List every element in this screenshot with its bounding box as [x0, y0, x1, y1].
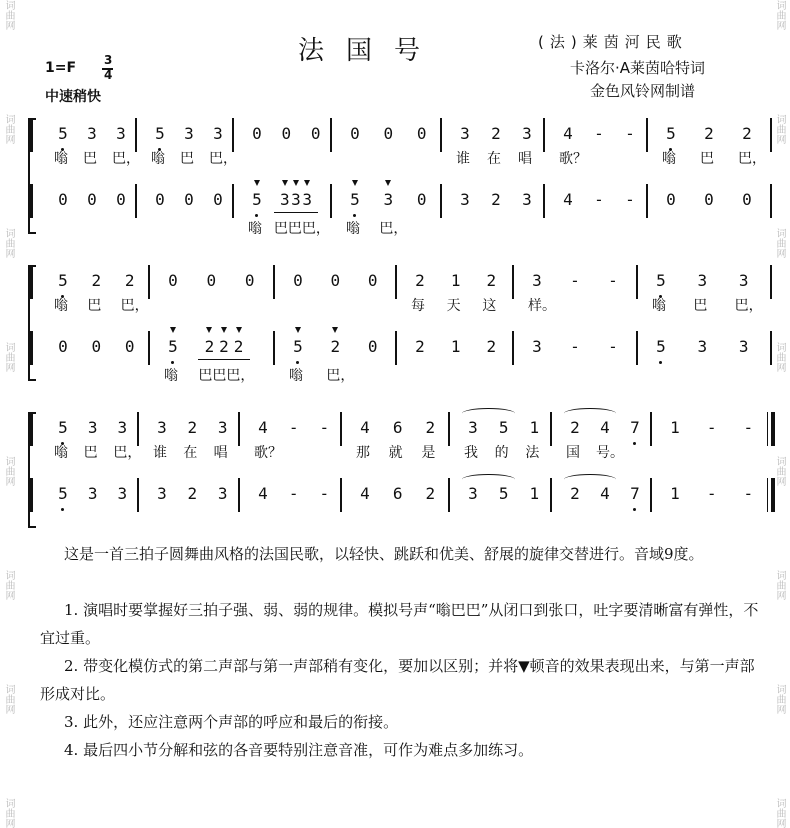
low-octave-dot: [296, 361, 299, 364]
time-signature-numerator: 3: [104, 53, 113, 67]
lyric-syllable: 嗡: [54, 151, 68, 167]
note: 2: [91, 271, 102, 290]
note: 0: [87, 190, 97, 209]
lyric-syllable: 是: [421, 445, 436, 461]
note: 2: [486, 337, 497, 356]
note: 5: [666, 124, 676, 143]
lyric-syllable: 嗡: [54, 298, 68, 314]
barline: [636, 331, 638, 365]
barline: [646, 184, 648, 218]
lyric-syllable: 巴，: [209, 151, 237, 167]
staccato-mark: [254, 180, 260, 186]
note: 0: [206, 271, 217, 290]
lyric-syllable: 嗡: [164, 368, 178, 384]
note: 0: [184, 190, 194, 209]
note: 1: [670, 484, 680, 503]
note: 7: [630, 418, 640, 437]
staccato-mark: [385, 180, 391, 186]
low-octave-dot: [255, 214, 258, 217]
note: -: [706, 418, 717, 437]
note: -: [288, 484, 299, 503]
note: 0: [416, 190, 427, 209]
note: -: [743, 418, 754, 437]
note: 2: [219, 337, 229, 356]
watermark-text: 词曲网: [3, 114, 14, 144]
watermark-text: 词曲网: [774, 114, 785, 144]
note: 0: [168, 271, 178, 290]
lyric-syllable: 巴，: [738, 151, 766, 167]
note: 5: [252, 190, 262, 209]
note: -: [608, 271, 618, 290]
barline: [135, 118, 137, 152]
lyric-syllable: 巴: [83, 445, 98, 461]
barline: [550, 412, 552, 446]
lyric-syllable: 我: [464, 445, 478, 461]
low-octave-dot: [633, 508, 636, 511]
note: 4: [600, 418, 610, 437]
lyric-syllable: 歌？: [559, 151, 587, 167]
barline: [770, 331, 772, 365]
lyric-syllable: 每: [411, 298, 425, 314]
watermark-text: 词曲网: [774, 0, 785, 30]
slur: [462, 408, 515, 419]
lyric-syllable: 巴巴巴，: [273, 221, 330, 237]
staff-upper: [30, 412, 770, 446]
note: 2: [330, 337, 341, 356]
note: 2: [570, 484, 580, 503]
barline: [448, 412, 450, 446]
note: 2: [704, 124, 714, 143]
note: -: [319, 484, 330, 503]
left-barline: [30, 265, 33, 299]
barline: [770, 184, 772, 218]
note: 5: [498, 484, 509, 503]
note: 4: [360, 418, 370, 437]
lyrics-lower: [30, 218, 770, 240]
note: 3: [87, 124, 97, 143]
note: 4: [563, 124, 573, 143]
note: 5: [58, 484, 68, 503]
final-barline: [767, 478, 775, 512]
beam-underline: [198, 359, 249, 360]
key-signature: 1=F: [45, 60, 77, 76]
note: 6: [392, 484, 403, 503]
staccato-mark: [304, 180, 310, 186]
note: 5: [293, 337, 303, 356]
note: 3: [157, 484, 167, 503]
note: 0: [666, 190, 676, 209]
engraver-credit: 金色风铃网制谱: [590, 82, 696, 100]
tempo-marking: 中速稍快: [45, 89, 101, 105]
barline: [550, 478, 552, 512]
lyric-syllable: 巴: [83, 151, 97, 167]
note: 5: [350, 190, 360, 209]
lyricist-credit: 卡洛尔·A莱茵哈特词: [570, 59, 706, 77]
slur: [564, 408, 616, 419]
lyric-syllable: 法: [525, 445, 540, 461]
lyric-syllable: 国: [566, 445, 580, 461]
barline: [543, 184, 545, 218]
barline: [340, 412, 342, 446]
note: 3: [460, 124, 470, 143]
watermark-text: 词曲网: [774, 342, 785, 372]
barline: [135, 184, 137, 218]
note: 3: [117, 418, 128, 437]
note: -: [625, 190, 635, 209]
left-barline: [30, 412, 33, 446]
note: 3: [532, 337, 542, 356]
note: 0: [244, 271, 255, 290]
lyric-syllable: 嗡: [54, 445, 68, 461]
lyric-syllable: 号。: [596, 445, 624, 461]
slur: [462, 474, 515, 485]
note: 1: [670, 418, 680, 437]
note: 3: [217, 418, 228, 437]
note: 0: [416, 124, 427, 143]
note: 0: [367, 337, 378, 356]
barline: [273, 265, 275, 299]
note: 1: [529, 484, 540, 503]
note: 5: [656, 337, 666, 356]
lyric-syllable: 样。: [528, 298, 556, 314]
staccato-mark: [293, 180, 299, 186]
note: 3: [280, 190, 290, 209]
staff-lower: [30, 478, 770, 512]
note: 2: [491, 190, 501, 209]
note: 4: [258, 418, 268, 437]
note: -: [319, 418, 330, 437]
watermark-text: 词曲网: [3, 570, 14, 600]
note: 3: [157, 418, 167, 437]
watermark-text: 词曲网: [3, 228, 14, 258]
song-origin: (法)莱茵河民歌: [538, 33, 688, 51]
lyric-syllable: 巴: [700, 151, 714, 167]
watermark-text: 词曲网: [774, 456, 785, 486]
barline: [238, 478, 240, 512]
note: 0: [383, 124, 394, 143]
left-barline: [30, 331, 33, 365]
staccato-mark: [236, 327, 242, 333]
barline: [395, 265, 397, 299]
barline: [273, 331, 275, 365]
note: 5: [58, 418, 68, 437]
note: 3: [522, 124, 532, 143]
watermark-text: 词曲网: [774, 684, 785, 714]
barline: [770, 118, 772, 152]
song-title: 法国号: [298, 36, 443, 66]
barline: [238, 412, 240, 446]
staccato-mark: [170, 327, 176, 333]
watermark-right: [773, 0, 787, 828]
note: -: [288, 418, 299, 437]
note: 2: [486, 271, 497, 290]
barline: [137, 478, 139, 512]
note: 3: [460, 190, 470, 209]
lyric-syllable: 那: [356, 445, 370, 461]
final-barline: [767, 412, 775, 446]
note: 0: [124, 337, 135, 356]
note: 2: [124, 271, 135, 290]
commentary-point-1: 1. 演唱时要掌握好三拍子强、弱、弱的规律。模拟号声“嗡巴巴”从闭口到张口，吐字要清晰富有弹性，不宜过重。: [40, 601, 759, 647]
note: -: [608, 337, 618, 356]
note: 2: [415, 271, 425, 290]
note: 3: [217, 484, 228, 503]
note: 3: [87, 418, 98, 437]
note: 0: [281, 124, 292, 143]
low-octave-dot: [171, 361, 174, 364]
note: 2: [425, 418, 436, 437]
lyrics-upper: [30, 442, 770, 464]
note: 4: [600, 484, 610, 503]
note: -: [706, 484, 717, 503]
note: 0: [310, 124, 321, 143]
note: 3: [738, 337, 749, 356]
left-barline: [30, 478, 33, 512]
lyric-syllable: 唱: [518, 151, 532, 167]
note: 0: [293, 271, 303, 290]
lyric-syllable: 就: [388, 445, 403, 461]
note: 0: [58, 337, 68, 356]
lyric-syllable: 巴: [180, 151, 194, 167]
note: 0: [252, 124, 262, 143]
note: -: [594, 190, 604, 209]
note: 4: [258, 484, 268, 503]
note: 0: [91, 337, 102, 356]
barline: [330, 184, 332, 218]
staccato-mark: [206, 327, 212, 333]
lyric-syllable: 巴，: [326, 368, 355, 384]
note: 5: [168, 337, 178, 356]
barline: [232, 118, 234, 152]
note: 2: [570, 418, 580, 437]
watermark-text: 词曲网: [774, 570, 785, 600]
note: -: [570, 337, 580, 356]
barline: [770, 265, 772, 299]
staccato-mark: [282, 180, 288, 186]
lyric-syllable: 巴，: [112, 151, 140, 167]
staff-lower: [30, 331, 770, 365]
note: -: [570, 271, 580, 290]
note: 3: [184, 124, 194, 143]
note: 3: [117, 484, 128, 503]
note: 1: [450, 271, 461, 290]
note: 3: [532, 271, 542, 290]
lyric-syllable: 嗡: [248, 221, 262, 237]
low-octave-dot: [353, 214, 356, 217]
lyric-syllable: 巴: [693, 298, 708, 314]
lyric-syllable: 唱: [213, 445, 228, 461]
note: 5: [498, 418, 509, 437]
low-octave-dot: [659, 361, 662, 364]
left-barline: [30, 184, 33, 218]
staff-lower: [30, 184, 770, 218]
lyric-syllable: 这: [482, 298, 497, 314]
left-barline: [30, 118, 33, 152]
note: 4: [563, 190, 573, 209]
lyric-syllable: 谁: [153, 445, 167, 461]
note: 0: [330, 271, 341, 290]
lyric-syllable: 在: [487, 151, 501, 167]
barline: [448, 478, 450, 512]
lyric-syllable: 歌？: [254, 445, 282, 461]
note: -: [625, 124, 635, 143]
lyric-syllable: 巴巴巴，: [198, 368, 255, 384]
lyric-syllable: 巴，: [734, 298, 763, 314]
note: 0: [704, 190, 714, 209]
note: 2: [187, 418, 198, 437]
note: 3: [468, 484, 478, 503]
staccato-mark: [332, 327, 338, 333]
note: 0: [116, 190, 126, 209]
note: 3: [87, 484, 98, 503]
note: -: [743, 484, 754, 503]
barline: [148, 331, 150, 365]
staccato-mark: [221, 327, 227, 333]
barline: [512, 265, 514, 299]
note: 3: [213, 124, 223, 143]
note: 5: [155, 124, 165, 143]
lyric-syllable: 巴，: [113, 445, 142, 461]
note: 0: [350, 124, 360, 143]
note: 2: [491, 124, 501, 143]
commentary-point-4: 4. 最后四小节分解和弦的各音要特别注意音准，可作为难点多加练习。: [64, 741, 534, 759]
lyrics-lower: [30, 365, 770, 387]
barline: [512, 331, 514, 365]
lyric-syllable: 嗡: [346, 221, 360, 237]
barline: [650, 412, 652, 446]
barline: [232, 184, 234, 218]
barline: [636, 265, 638, 299]
lyric-syllable: 嗡: [151, 151, 165, 167]
barline: [137, 412, 139, 446]
barline: [440, 184, 442, 218]
note: 3: [302, 190, 312, 209]
watermark-text: 词曲网: [774, 228, 785, 258]
staccato-mark: [295, 327, 301, 333]
note: 5: [656, 271, 666, 290]
watermark-text: 词曲网: [3, 0, 14, 30]
note: 3: [738, 271, 749, 290]
staccato-mark: [352, 180, 358, 186]
note: 3: [697, 337, 708, 356]
lyric-syllable: 嗡: [662, 151, 676, 167]
lyric-syllable: 的: [494, 445, 509, 461]
note: 5: [58, 124, 68, 143]
note: -: [594, 124, 604, 143]
watermark-text: 词曲网: [774, 798, 785, 828]
note: 4: [360, 484, 370, 503]
note: 2: [187, 484, 198, 503]
lyric-syllable: 巴，: [379, 221, 408, 237]
barline: [646, 118, 648, 152]
barline: [650, 478, 652, 512]
barline: [330, 118, 332, 152]
watermark-text: 词曲网: [3, 456, 14, 486]
barline: [148, 265, 150, 299]
lyric-syllable: 巴，: [120, 298, 149, 314]
slur: [564, 474, 616, 485]
beam-underline: [274, 212, 318, 213]
lyric-syllable: 嗡: [652, 298, 666, 314]
note: 6: [392, 418, 403, 437]
commentary-intro: 这是一首三拍子圆舞曲风格的法国民歌，以轻快、跳跃和优美、舒展的旋律交替进行。音域9度。: [64, 545, 704, 563]
watermark-text: 词曲网: [3, 342, 14, 372]
watermark-text: 词曲网: [3, 798, 14, 828]
note: 5: [58, 271, 68, 290]
note: 0: [155, 190, 165, 209]
lyric-syllable: 在: [183, 445, 198, 461]
lyrics-upper: [30, 148, 770, 170]
barline: [340, 478, 342, 512]
note: 0: [742, 190, 752, 209]
barline: [395, 331, 397, 365]
note: 3: [697, 271, 708, 290]
staff-upper: [30, 265, 770, 299]
lyrics-upper: [30, 295, 770, 317]
staff-upper: [30, 118, 770, 152]
lyric-syllable: 谁: [456, 151, 470, 167]
lyric-syllable: 巴: [87, 298, 102, 314]
note: 3: [468, 418, 478, 437]
note: 0: [367, 271, 378, 290]
note: 3: [383, 190, 394, 209]
commentary-point-3: 3. 此外，还应注意两个声部的呼应和最后的衔接。: [64, 713, 399, 731]
note: 2: [415, 337, 425, 356]
barline: [543, 118, 545, 152]
note: 0: [58, 190, 68, 209]
note: 7: [630, 484, 640, 503]
note: 2: [233, 337, 244, 356]
watermark-text: 词曲网: [3, 684, 14, 714]
time-signature-denominator: 4: [104, 68, 113, 82]
barline: [440, 118, 442, 152]
note: 0: [213, 190, 223, 209]
commentary-point-2: 2. 带变化模仿式的第二声部与第一声部稍有变化，要加以区别；并将▼顿音的效果表现出来，与第一声部形成对比。: [40, 657, 755, 703]
low-octave-dot: [61, 508, 64, 511]
note: 2: [204, 337, 215, 356]
note: 3: [116, 124, 126, 143]
note: 3: [522, 190, 532, 209]
note: 1: [450, 337, 461, 356]
lyric-syllable: 嗡: [289, 368, 303, 384]
note: 3: [291, 190, 301, 209]
note: 2: [425, 484, 436, 503]
note: 2: [742, 124, 752, 143]
watermark-left: [2, 0, 16, 828]
lyric-syllable: 天: [446, 298, 461, 314]
note: 1: [529, 418, 540, 437]
